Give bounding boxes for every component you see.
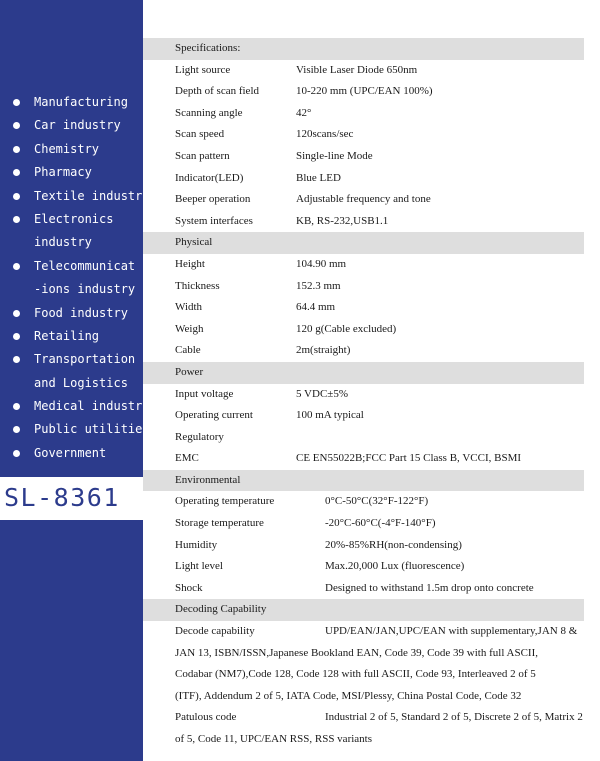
industry-item: Medical industry	[0, 395, 143, 418]
spec-label: System interfaces	[175, 214, 253, 227]
bullet-icon	[13, 450, 20, 457]
spec-value: Blue LED	[296, 171, 341, 184]
spec-label: Beeper operation	[175, 193, 251, 206]
spec-row	[143, 146, 584, 168]
sidebar-panel	[0, 0, 150, 477]
spec-row	[143, 556, 584, 578]
spec-value: 20%-85%RH(non-condensing)	[325, 538, 462, 551]
industry-item: Government	[0, 442, 143, 465]
model-name: SL-8361	[4, 483, 120, 512]
spec-row-patulous	[143, 707, 584, 729]
spec-label: Depth of scan field	[175, 85, 259, 98]
bullet-icon	[13, 333, 20, 340]
industry-item: Transportation	[0, 348, 143, 371]
bullet-icon	[13, 310, 20, 317]
bullet-icon	[13, 263, 20, 270]
spec-label: Decode capability	[175, 625, 255, 638]
spec-row	[143, 535, 584, 557]
spec-value-continuation: (ITF), Addendum 2 of 5, IATA Code, MSI/Plessy, China Postal Code, Code 32	[175, 689, 522, 702]
spec-label: Scan speed	[175, 128, 225, 141]
spec-value: 10-220 mm (UPC/EAN 100%)	[296, 85, 433, 98]
spec-value: 2m(straight)	[296, 344, 351, 357]
spec-row	[143, 254, 584, 276]
spec-label: Width	[175, 301, 203, 314]
spec-label: Height	[175, 257, 205, 270]
spec-label: Humidity	[175, 538, 218, 551]
spec-value: 5 VDC±5%	[296, 387, 348, 400]
industry-item: Public utilities	[0, 418, 143, 441]
bullet-icon	[13, 169, 20, 176]
spec-label: Scanning angle	[175, 106, 243, 119]
section-header-decoding: Decoding Capability	[143, 599, 584, 621]
spec-row	[143, 168, 584, 190]
industry-item-continuation: -ions industry	[34, 282, 136, 297]
spec-row	[143, 276, 584, 298]
spec-label: Indicator(LED)	[175, 171, 244, 184]
spec-label: Light level	[175, 560, 223, 573]
spec-label: Thickness	[175, 279, 220, 292]
industry-item: Retailing	[0, 325, 143, 348]
section-header-environmental: Environmental	[143, 470, 584, 492]
spec-row-decode	[143, 621, 584, 643]
spec-row	[143, 578, 584, 600]
spec-value-continuation: Codabar (NM7),Code 128, Code 128 with full ASCII, Code 93, Interleaved 2 of 5	[175, 668, 536, 681]
spec-row	[143, 103, 584, 125]
spec-row	[143, 513, 584, 535]
spec-value: 42°	[296, 106, 312, 119]
spec-label: Storage temperature	[175, 517, 264, 530]
spec-row	[143, 319, 584, 341]
section-header-specifications: Specifications:	[143, 38, 584, 60]
spec-label: EMC	[175, 452, 199, 465]
industry-item-continuation: industry	[34, 235, 92, 250]
industry-item: Electronics	[0, 208, 143, 231]
spec-table	[143, 38, 584, 751]
spec-row	[143, 405, 584, 427]
spec-value: KB, RS-232,USB1.1	[296, 214, 389, 227]
industry-item: Car industry	[0, 114, 143, 137]
spec-value: UPD/EAN/JAN,UPC/EAN with supplementary,JAN 8 &	[325, 625, 578, 638]
spec-value: Adjustable frequency and tone	[296, 193, 431, 206]
spec-value: Designed to withstand 1.5m drop onto concrete	[325, 581, 534, 594]
spec-label: Input voltage	[175, 387, 234, 400]
spec-row	[143, 448, 584, 470]
spec-value: 0°C-50°C(32°F-122°F)	[325, 495, 429, 508]
industry-item-continuation: and Logistics	[34, 375, 128, 390]
spec-label: Weigh	[175, 322, 204, 335]
spec-value: 152.3 mm	[296, 279, 341, 292]
spec-label: Operating current	[175, 409, 253, 422]
spec-value: 120scans/sec	[296, 128, 354, 141]
bullet-icon	[13, 403, 20, 410]
spec-row	[143, 491, 584, 513]
spec-row	[143, 384, 584, 406]
spec-value: CE EN55022B;FCC Part 15 Class B, VCCI, BSMI	[296, 452, 522, 465]
spec-row	[143, 340, 584, 362]
spec-row	[143, 124, 584, 146]
spec-row	[143, 81, 584, 103]
spec-label: Operating temperature	[175, 495, 275, 508]
industry-item: Textile industry	[0, 185, 143, 208]
bullet-icon	[13, 193, 20, 200]
bullet-icon	[13, 99, 20, 106]
spec-value: Industrial 2 of 5, Standard 2 of 5, Discrete 2 of 5, Matrix 2	[325, 711, 583, 724]
bullet-icon	[13, 216, 20, 223]
spec-value: 120 g(Cable excluded)	[296, 322, 397, 335]
industry-item: Food industry	[0, 302, 143, 325]
section-header-physical: Physical	[143, 232, 584, 254]
spec-row	[143, 189, 584, 211]
industry-list	[0, 91, 150, 465]
section-header-power: Power	[143, 362, 584, 384]
bullet-icon	[13, 426, 20, 433]
bullet-icon	[13, 146, 20, 153]
spec-value: Single-line Mode	[296, 149, 373, 162]
spec-row	[143, 211, 584, 233]
spec-row	[143, 297, 584, 319]
spec-label: Cable	[175, 344, 201, 357]
spec-label: Shock	[175, 581, 203, 594]
spec-value: 100 mA typical	[296, 409, 364, 422]
spec-row	[143, 60, 584, 82]
industry-item: Chemistry	[0, 138, 143, 161]
spec-value: 104.90 mm	[296, 257, 347, 270]
industry-item: Pharmacy	[0, 161, 143, 184]
spec-value-continuation: of 5, Code 11, UPC/EAN RSS, RSS variants	[175, 733, 373, 745]
spec-label: Regulatory	[175, 430, 224, 443]
spec-label: Patulous code	[175, 711, 237, 724]
industry-item: Manufacturing	[0, 91, 143, 114]
industry-item: Telecommunicat	[0, 255, 143, 278]
spec-value: 64.4 mm	[296, 301, 336, 314]
spec-row	[143, 427, 584, 449]
spec-value: Max.20,000 Lux (fluorescence)	[325, 560, 465, 573]
bullet-icon	[13, 356, 20, 363]
sidebar-footer-panel	[0, 520, 143, 761]
spec-label: Light source	[175, 63, 231, 76]
bullet-icon	[13, 122, 20, 129]
spec-value: -20°C-60°C(-4°F-140°F)	[325, 517, 436, 530]
spec-value-continuation: JAN 13, ISBN/ISSN,Japanese Bookland EAN, Code 39, Code 39 with full ASCII,	[175, 646, 538, 659]
spec-label: Scan pattern	[175, 149, 230, 162]
spec-value: Visible Laser Diode 650nm	[296, 63, 418, 76]
